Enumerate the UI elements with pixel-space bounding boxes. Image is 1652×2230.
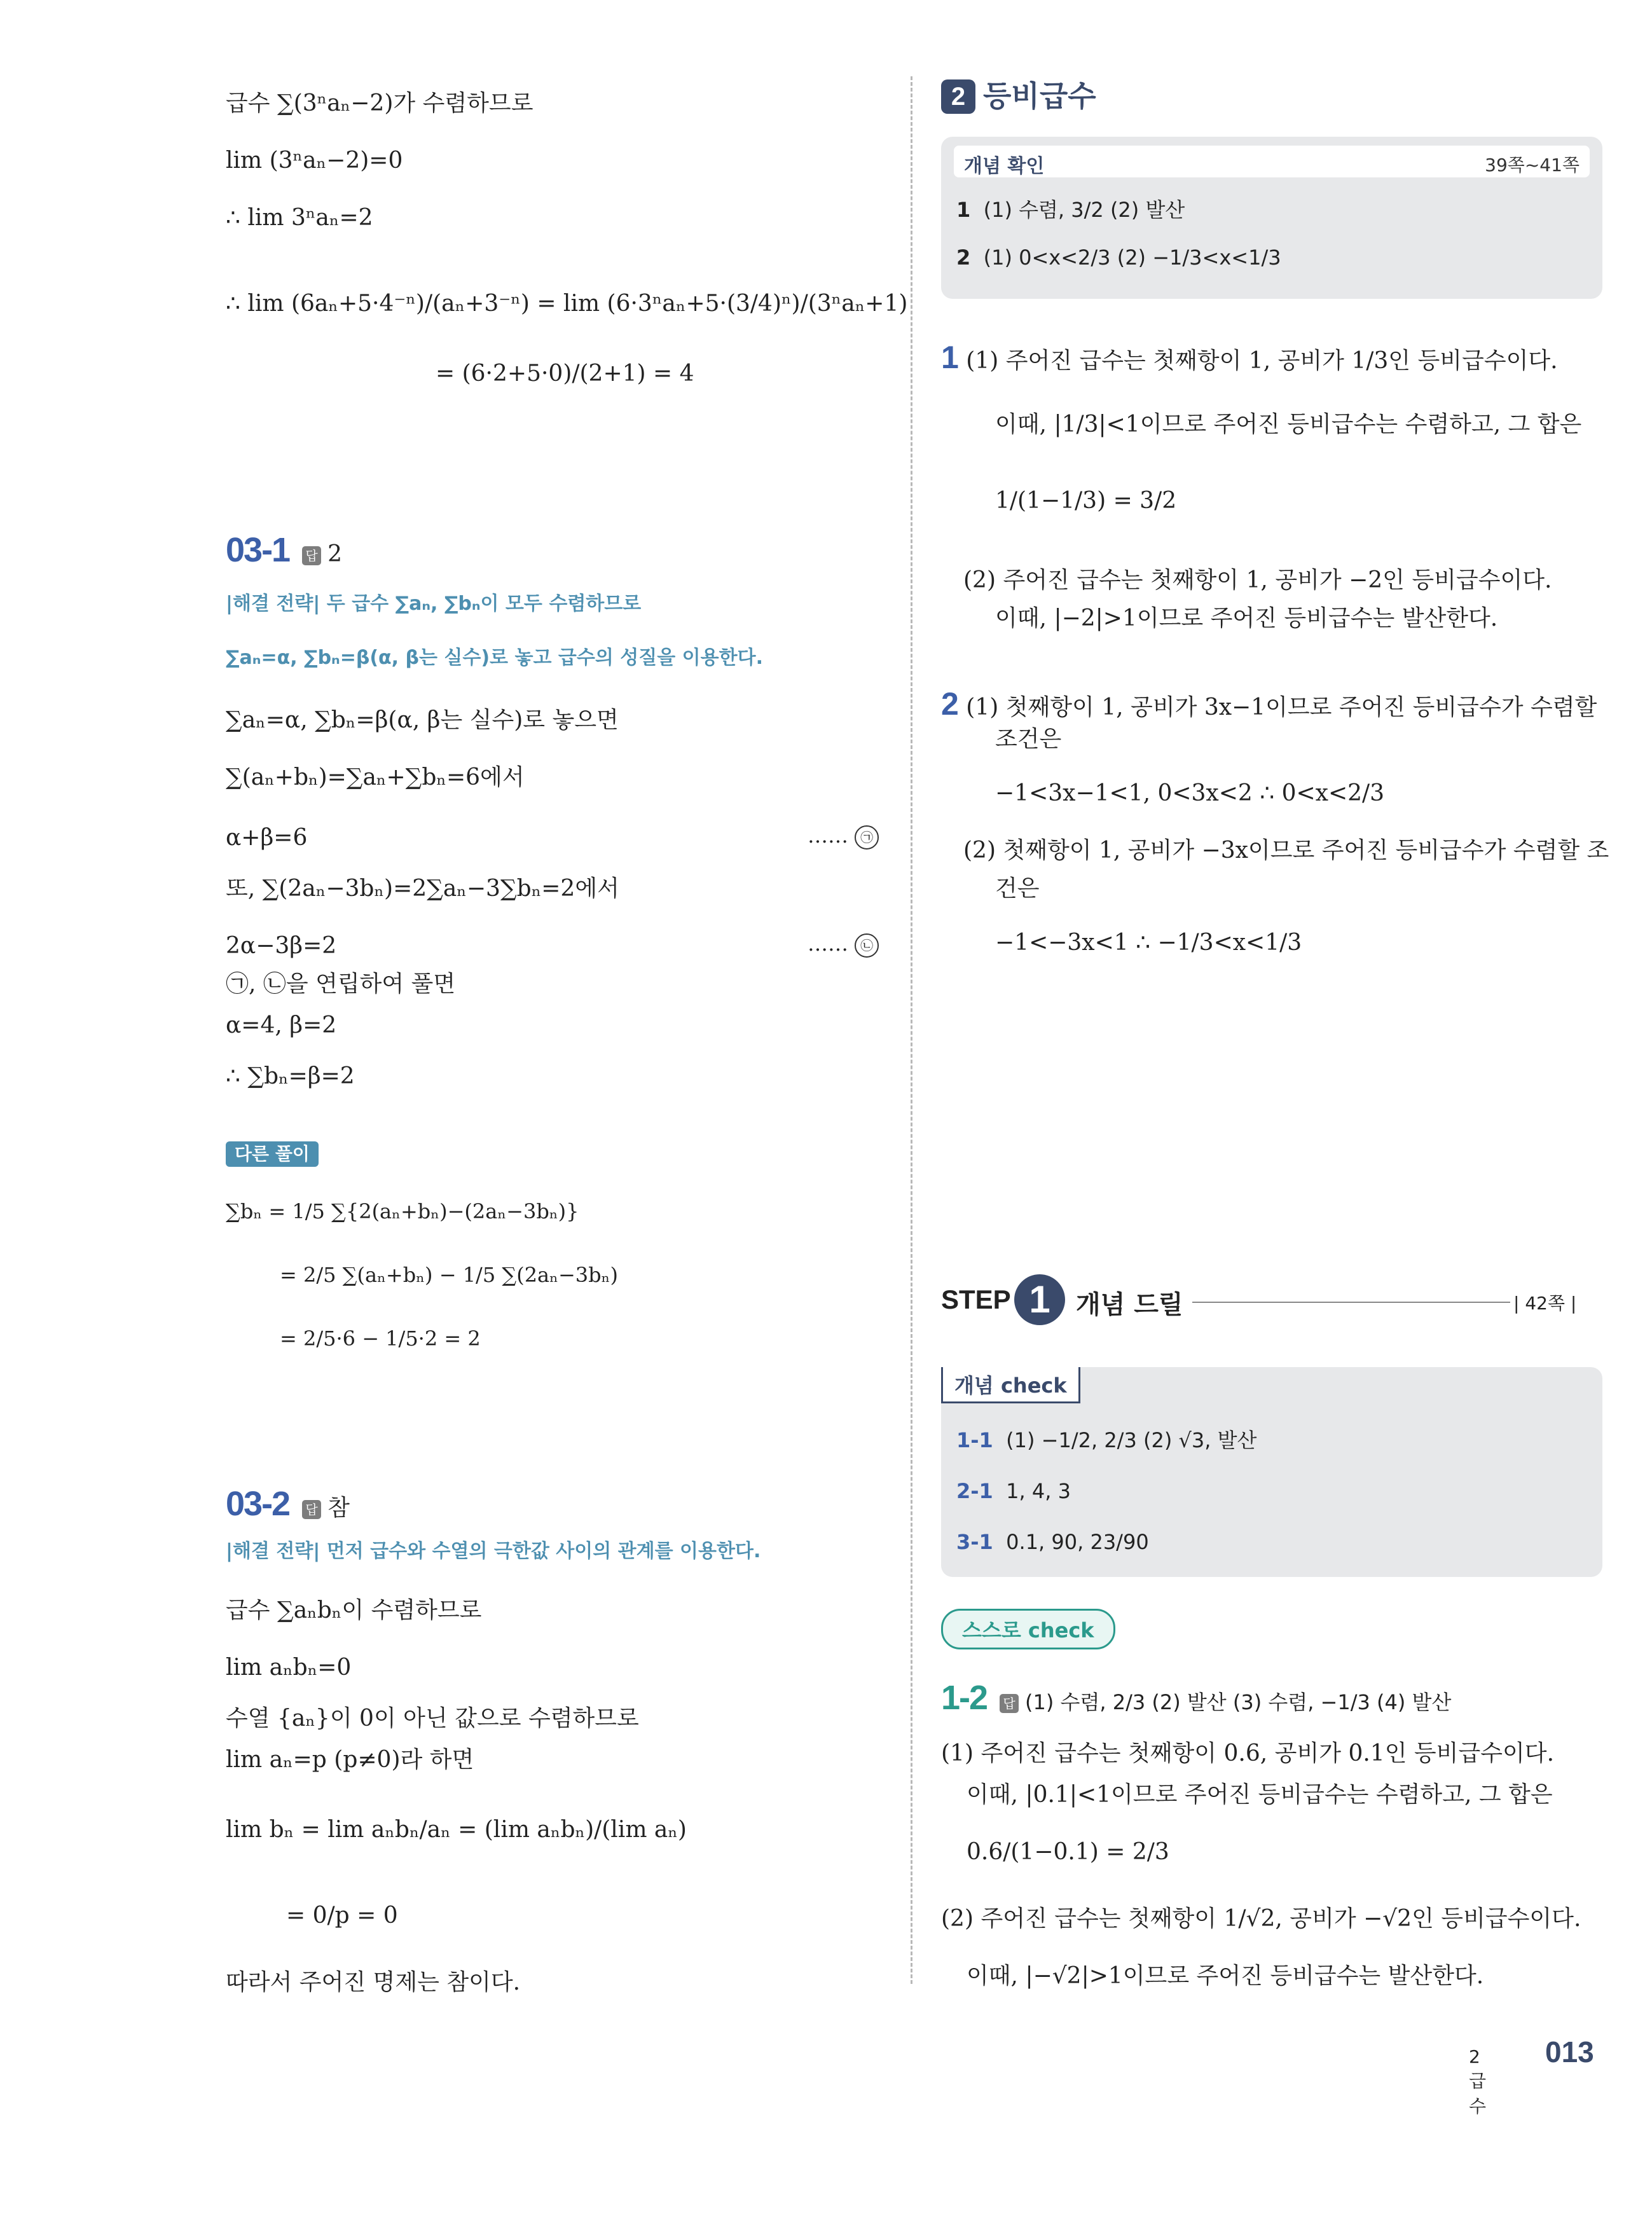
math-line: −1<3x−1<1, 0<3x<2 ∴ 0<x<2/3: [995, 780, 1385, 806]
math-line: ∑(aₙ+bₙ)=∑aₙ+∑bₙ=6에서: [226, 764, 525, 790]
math-line: = (6·2+5·0)/(2+1) = 4: [436, 361, 694, 387]
step-label: STEP: [941, 1284, 1011, 1314]
math-line: 2α−3β=2: [226, 933, 337, 959]
problem-header: [226, 1482, 350, 1526]
chapter-label: 2 급수: [1469, 2046, 1487, 2117]
check-tab: 개념 check: [941, 1367, 1080, 1403]
problem-header: [226, 528, 342, 572]
text-line: 이때, |0.1|<1이므로 주어진 등비급수는 수렴하고, 그 합은: [967, 1782, 1553, 1808]
concept-row: 2 (1) 0<x<2/3 (2) −1/3<x<1/3: [956, 245, 1281, 270]
concept-box-title: 개념 확인: [964, 155, 1045, 177]
answer-icon: 답: [1000, 1694, 1019, 1713]
text-line: 수열 {aₙ}이 0이 아닌 값으로 수렴하므로: [226, 1705, 639, 1731]
text-line: 급수 ∑(3ⁿaₙ−2)가 수렴하므로: [226, 90, 533, 116]
answer-icon: 답: [302, 1500, 321, 1519]
section-number: 2: [941, 79, 975, 114]
math-line: 0.6/(1−0.1) = 2/3: [967, 1839, 1169, 1865]
math-line: ∑bₙ = 1/5 ∑{2(aₙ+bₙ)−(2aₙ−3bₙ)}: [226, 1199, 579, 1223]
text-line: (2) 주어진 급수는 첫째항이 1, 공비가 −2인 등비급수이다.: [963, 567, 1552, 593]
math-line: ∴ lim (6aₙ+5·4⁻ⁿ)/(aₙ+3⁻ⁿ) = lim (6·3ⁿaₙ+5·(3/4)ⁿ)/(3ⁿaₙ+1): [226, 291, 908, 317]
step-page: | 42쪽 |: [1513, 1293, 1577, 1314]
problem-id: 1-2: [941, 1679, 988, 1717]
step-divider: [1192, 1302, 1510, 1303]
page-number: 013: [1545, 2035, 1594, 2068]
section-title: 등비급수: [983, 79, 1096, 113]
math-line: 1/(1−1/3) = 3/2: [995, 488, 1177, 514]
text-line: 이때, |1/3|<1이므로 주어진 등비급수는 수렴하고, 그 합은: [995, 411, 1582, 437]
text-line: 조건은: [995, 726, 1062, 752]
check-row: 2-1 1, 4, 3: [956, 1479, 1071, 1503]
math-line: α+β=6: [226, 825, 308, 851]
column-divider: [911, 76, 912, 1984]
text-line: (1) 주어진 급수는 첫째항이 0.6, 공비가 0.1인 등비급수이다.: [941, 1740, 1555, 1766]
problem-id: 03-1: [226, 531, 290, 569]
answer-icon: 답: [302, 546, 321, 565]
math-line: −1<−3x<1 ∴ −1/3<x<1/3: [995, 930, 1302, 956]
math-line: α=4, β=2: [226, 1012, 337, 1038]
equation-marker: …… ㉠: [808, 823, 879, 850]
strategy-line: ∑aₙ=α, ∑bₙ=β(α, β는 실수)로 놓고 급수의 성질을 이용한다.: [226, 647, 763, 669]
problem-header: [941, 1676, 1451, 1720]
problem-id: 03-2: [226, 1485, 290, 1523]
text-line: 이때, |−2|>1이므로 주어진 등비급수는 발산한다.: [995, 605, 1498, 631]
text-line: 건은: [995, 876, 1040, 902]
equation-marker: …… ㉡: [808, 932, 879, 958]
question-1: 1 (1) 주어진 급수는 첫째항이 1, 공비가 1/3인 등비급수이다.: [941, 340, 1558, 375]
marker-circle: ㉠: [855, 825, 879, 850]
math-line: lim bₙ = lim aₙbₙ/aₙ = (lim aₙbₙ)/(lim aₙ): [226, 1817, 687, 1843]
strategy-line: |해결 전략| 두 급수 ∑aₙ, ∑bₙ이 모두 수렴하므로: [226, 593, 642, 615]
math-line: lim aₙ=p (p≠0)라 하면: [226, 1747, 474, 1773]
concept-row: 1 (1) 수렴, 3/2 (2) 발산: [956, 198, 1185, 222]
math-line: lim (3ⁿaₙ−2)=0: [226, 148, 403, 174]
text-line: 따라서 주어진 명제는 참이다.: [226, 1969, 521, 1995]
math-line: ∴ lim 3ⁿaₙ=2: [226, 205, 373, 231]
answer-value: (1) 수렴, 2/3 (2) 발산 (3) 수렴, −1/3 (4) 발산: [1025, 1690, 1452, 1714]
self-check-badge: 스스로 check: [941, 1609, 1115, 1649]
math-line: = 0/p = 0: [286, 1903, 398, 1929]
alt-solution-badge: 다른 풀이: [226, 1138, 319, 1168]
text-line: 급수 ∑aₙbₙ이 수렴하므로: [226, 1597, 482, 1623]
strategy-line: |해결 전략| 먼저 급수와 수열의 극한값 사이의 관계를 이용한다.: [226, 1540, 761, 1562]
question-2: 2 (1) 첫째항이 1, 공비가 3x−1이므로 주어진 등비급수가 수렴할: [941, 686, 1597, 722]
concept-drill-box: [941, 1367, 1602, 1577]
text-line: ㉠, ㉡을 연립하여 풀면: [226, 971, 456, 997]
math-line: ∑aₙ=α, ∑bₙ=β(α, β는 실수)로 놓으면: [226, 707, 619, 733]
marker-circle: ㉡: [855, 933, 879, 958]
answer-value: 2: [327, 541, 342, 567]
concept-check-box: [941, 137, 1602, 299]
math-line: 또, ∑(2aₙ−3bₙ)=2∑aₙ−3∑bₙ=2에서: [226, 876, 619, 902]
math-line: = 2/5 ∑(aₙ+bₙ) − 1/5 ∑(2aₙ−3bₙ): [280, 1263, 618, 1287]
text-line: (2) 첫째항이 1, 공비가 −3x이므로 주어진 등비급수가 수렴할 조: [963, 837, 1609, 864]
text-line: 이때, |−√2|>1이므로 주어진 등비급수는 발산한다.: [967, 1963, 1484, 1989]
text-line: (2) 주어진 급수는 첫째항이 1/√2, 공비가 −√2인 등비급수이다.: [941, 1906, 1581, 1932]
step-header: [941, 1278, 1602, 1323]
question-number: 1: [941, 340, 959, 375]
answer-value: 참: [327, 1495, 350, 1521]
math-line: ∴ ∑bₙ=β=2: [226, 1063, 355, 1089]
step-title: 개념 드릴: [1076, 1290, 1183, 1319]
page-range: 39쪽~41쪽: [1485, 155, 1580, 176]
math-line: = 2/5·6 − 1/5·2 = 2: [280, 1326, 481, 1351]
check-row: 3-1 0.1, 90, 23/90: [956, 1530, 1149, 1554]
question-number: 2: [941, 686, 959, 722]
check-row: 1-1 (1) −1/2, 2/3 (2) √3, 발산: [956, 1428, 1257, 1452]
concept-box-header: [954, 146, 1590, 177]
step-number: 1: [1014, 1274, 1065, 1325]
math-line: lim aₙbₙ=0: [226, 1655, 352, 1681]
section-header: [941, 78, 1096, 116]
